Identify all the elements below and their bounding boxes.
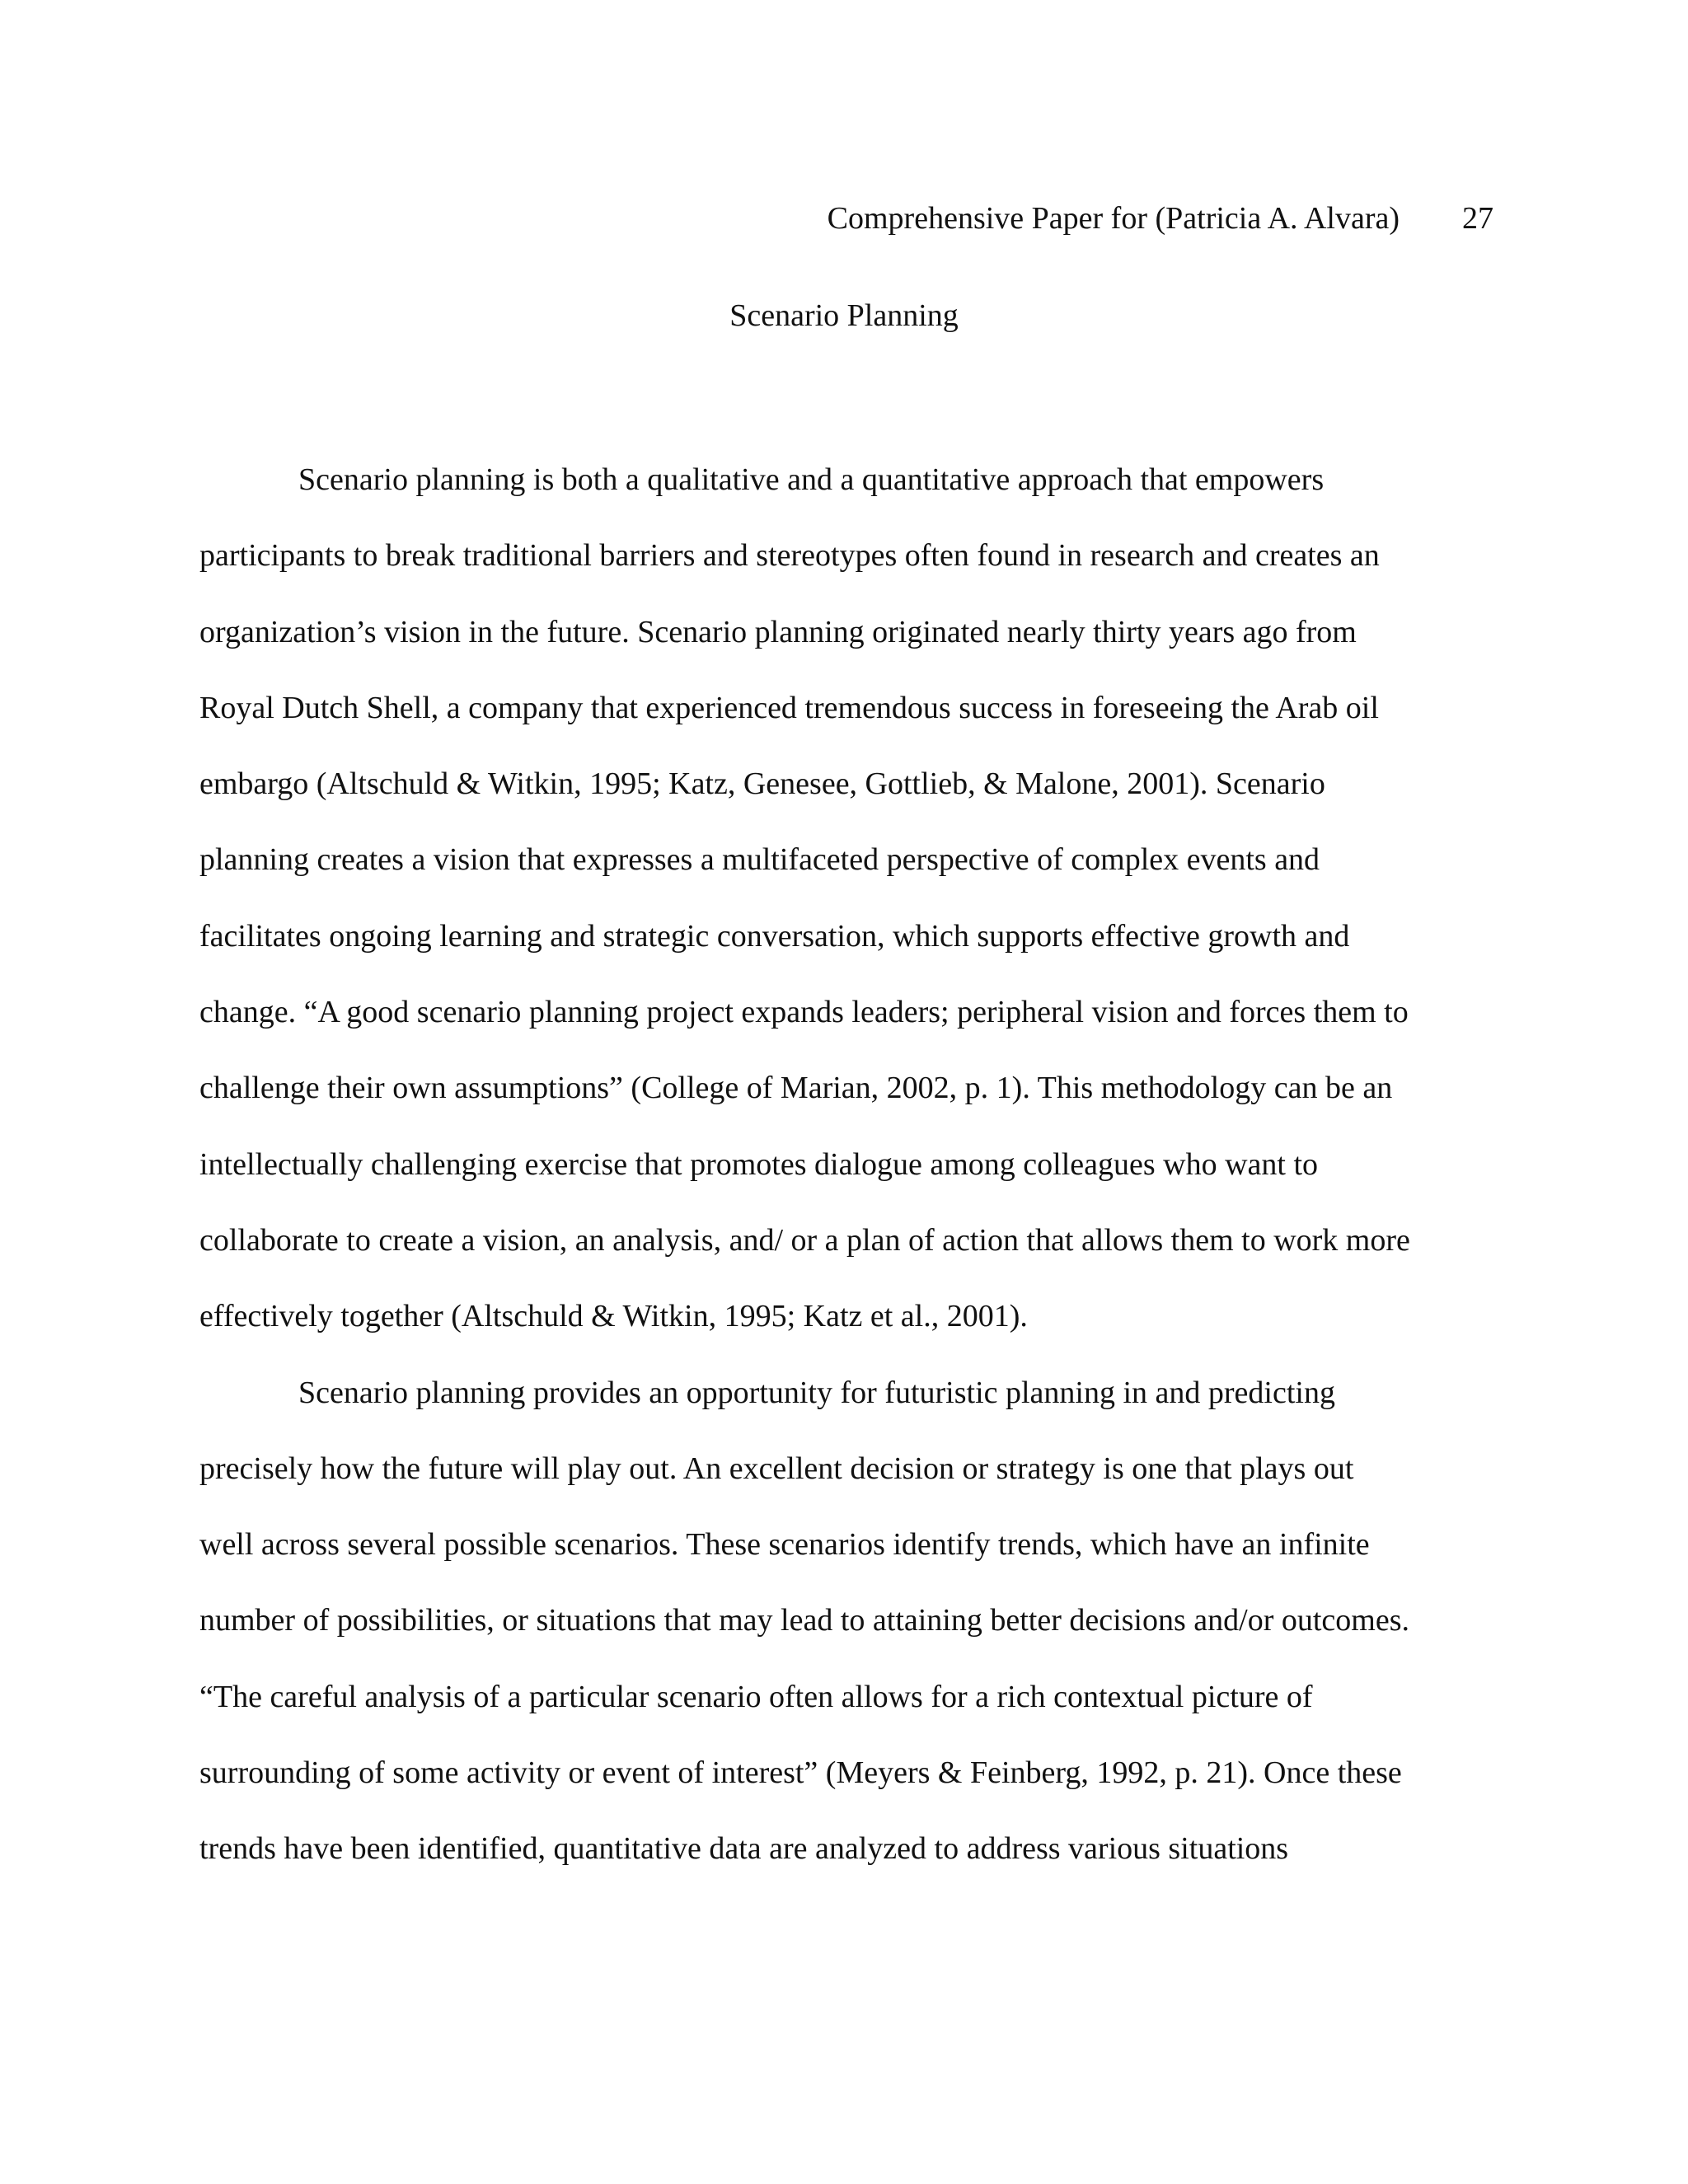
text-line: embargo (Altschuld & Witkin, 1995; Katz, Genesee, Gottlieb, & Malone, 2001). Scenario	[199, 766, 1325, 802]
text-line: Royal Dutch Shell, a company that experienced tremendous success in foreseeing the Arab oil	[199, 690, 1379, 725]
text-line: effectively together (Altschuld & Witkin, 1995; Katz et al., 2001).	[199, 1299, 1028, 1334]
text-line: well across several possible scenarios. These scenarios identify trends, which have an infinite	[199, 1527, 1370, 1563]
text-line: trends have been identified, quantitative data are analyzed to address various situations	[199, 1831, 1289, 1867]
running-head	[828, 198, 1493, 239]
text-line: intellectually challenging exercise that promotes dialogue among colleagues who want to	[199, 1146, 1319, 1182]
body-text	[199, 442, 1497, 1887]
text-line: participants to break traditional barriers and stereotypes often found in research and creates an	[199, 538, 1380, 574]
paragraph-1	[199, 442, 1497, 1355]
text-line: Scenario planning provides an opportunity for futuristic planning in and predicting	[298, 1375, 1335, 1410]
text-line: challenge their own assumptions” (College of Marian, 2002, p. 1). This methodology can be an	[199, 1071, 1393, 1106]
page-number: 27	[1462, 201, 1493, 236]
text-line: collaborate to create a vision, an analysis, and/ or a plan of action that allows them to work more	[199, 1222, 1410, 1258]
text-line: facilitates ongoing learning and strategic conversation, which supports effective growth and	[199, 918, 1350, 954]
text-line: planning creates a vision that expresses a multifaceted perspective of complex events and	[199, 842, 1320, 878]
paragraph-2	[199, 1355, 1497, 1887]
text-line: “The careful analysis of a particular scenario often allows for a rich contextual picture of	[199, 1679, 1313, 1714]
text-line: precisely how the future will play out. An excellent decision or strategy is one that plays out	[199, 1451, 1354, 1486]
section-title: Scenario Planning	[729, 298, 959, 333]
text-line: number of possibilities, or situations that may lead to attaining better decisions and/or outcomes.	[199, 1603, 1409, 1638]
text-line: organization’s vision in the future. Scenario planning originated nearly thirty years ago from	[199, 614, 1357, 649]
text-line: surrounding of some activity or event of interest” (Meyers & Feinberg, 1992, p. 21). Once these	[199, 1755, 1402, 1791]
text-line: Scenario planning is both a qualitative and a quantitative approach that empowers	[298, 462, 1325, 497]
running-head-text: Comprehensive Paper for (Patricia A. Alvara)	[827, 201, 1400, 236]
text-line: change. “A good scenario planning project expands leaders; peripheral vision and forces them to	[199, 995, 1409, 1030]
